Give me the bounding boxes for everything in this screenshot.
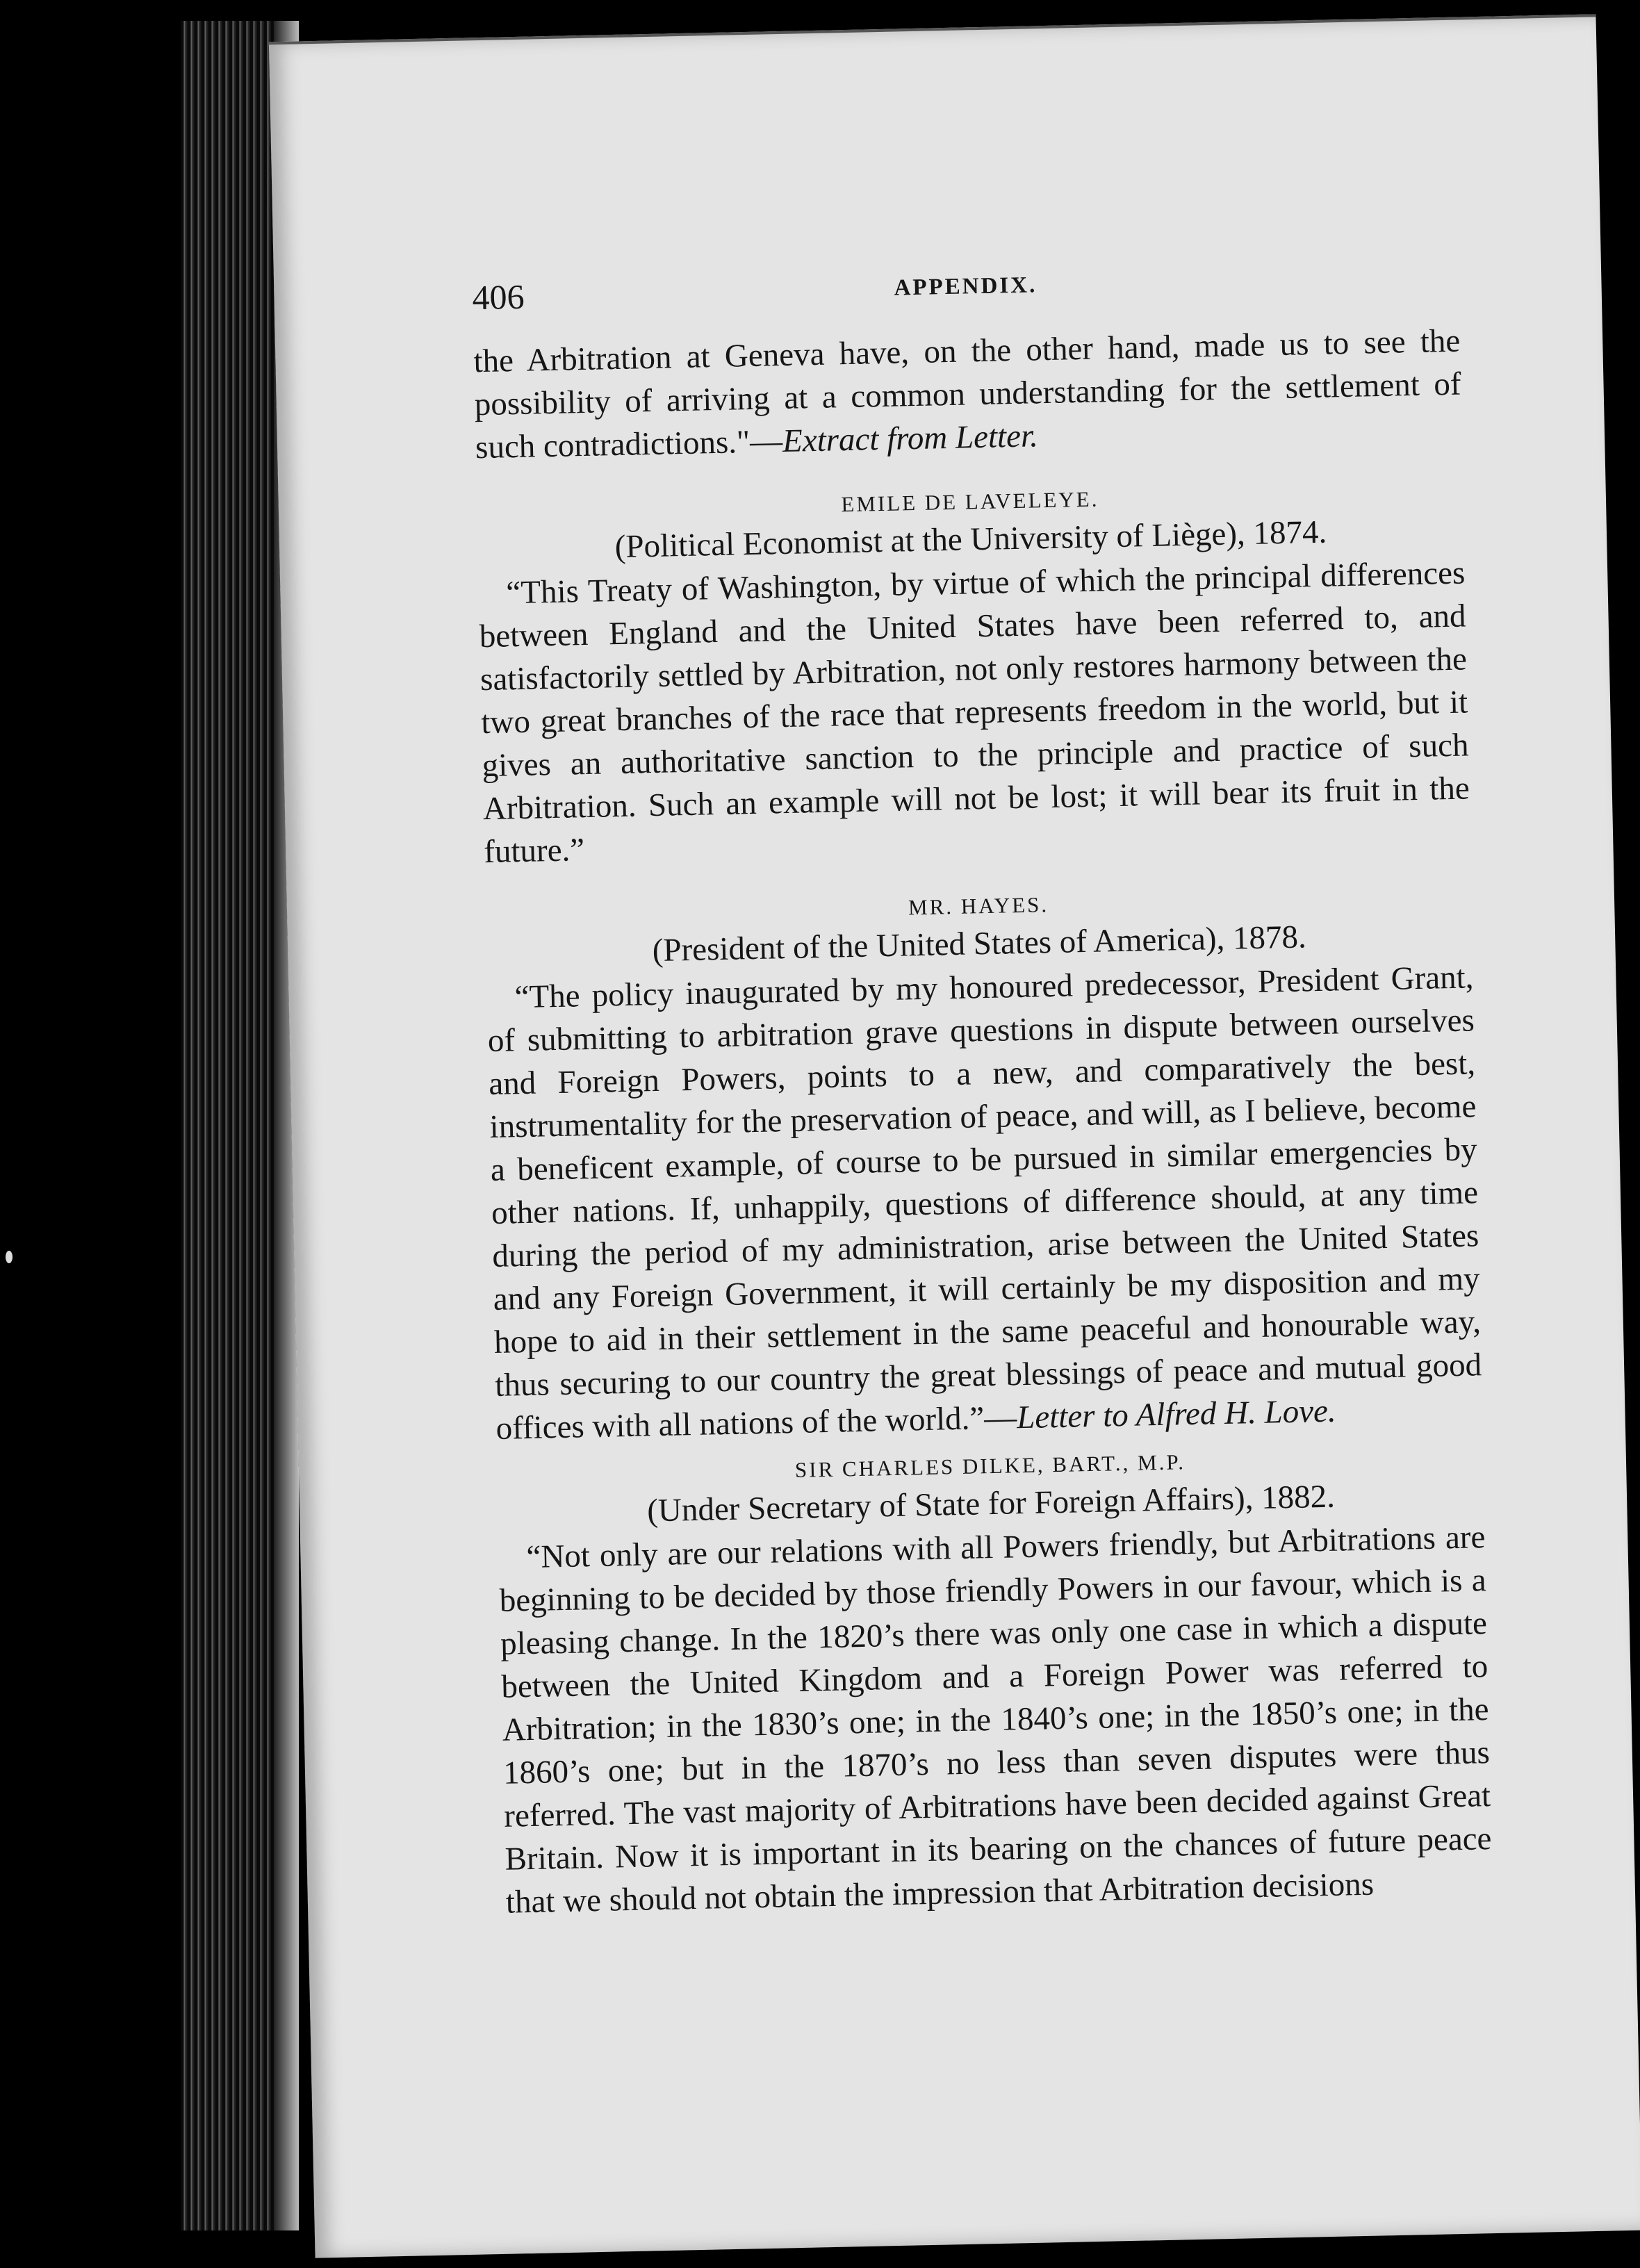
section-subtitle: (President of the United States of America), 1878. [652, 919, 1307, 969]
section-name: EMILE DE LAVELEYE. [840, 486, 1099, 517]
running-title: APPENDIX. [894, 272, 1038, 301]
scan-artifact [6, 1251, 13, 1263]
page-number: 406 [471, 277, 525, 318]
section-laveleye [477, 479, 1471, 873]
opening-text: the Arbitration at Geneva have, on the other hand, made us to see the possibility of arriving at a common understanding for the settlement of such contradictions."— [473, 322, 1462, 466]
book-page [269, 14, 1640, 2258]
quote-text: “The policy inaugurated by my honoured predecessor, President Grant, of submitting to arbitration grave questions in dispute between ourselves and Foreign Powers, points to a new, and comparatively the best, instrumentality for the preservation of peace, and will, as I believe, become a beneficent example, of course to be pursued in similar emergencies by other nations. If, unhappily, questions of difference should, at any time during the period of my administration, arise between the United States and any Foreign Government, it will certainly be my disposition and my hope to aid in their settlement in the same peaceful and honourable way, thus securing to our country the great blessings of peace and mutual good offices with all nations of the world.”— [487, 959, 1482, 1447]
section-name: MR. HAYES. [908, 892, 1049, 920]
opening-paragraph [473, 320, 1463, 470]
section-subtitle: (Political Economist at the University of Liège), 1874. [614, 513, 1327, 566]
section-quote [478, 551, 1471, 873]
section-dilke [497, 1443, 1493, 1924]
page-content [472, 257, 1493, 1924]
section-quote [486, 955, 1483, 1450]
opening-source: Extract from Letter. [782, 418, 1039, 459]
quote-text: “Not only are our relations with all Powers friendly, but Arbitrations are beginning to be decided by those friendly Powers in our favour, which is a pleasing change. In the 1820’s there was only one case in which a dispute between the United Kingdom and a Foreign Power was referred to Arbitration; in the 1830’s one; in the 1840’s one; in the 1850’s one; in the 1860’s one; but in the 1870’s no less than seven disputes were thus referred. The vast majority of Arbitrations have been decided against Great Britain. Now it is important in its bearing on the chances of future peace that we should not obtain the impression that Arbitration decisions [499, 1519, 1492, 1921]
section-quote [498, 1515, 1493, 1924]
section-hayes [485, 883, 1483, 1450]
quote-text: “This Treaty of Washington, by virtue of which the principal differences between England and the United States have been referred to, and satisfactorily settled by Arbitration, not only restores harmony between the two great branches of the race that represents freedom in the world, but it gives an authoritative sanction to the principle and practice of such Arbitration. Such an example will not be lost; it will bear its fruit in the future.” [479, 554, 1470, 871]
section-subtitle: (Under Secretary of State for Foreign Affairs), 1882. [646, 1478, 1336, 1529]
quote-source: Letter to Alfred H. Love. [1016, 1392, 1337, 1436]
section-name: SIR CHARLES DILKE, BART., M.P. [794, 1449, 1186, 1482]
